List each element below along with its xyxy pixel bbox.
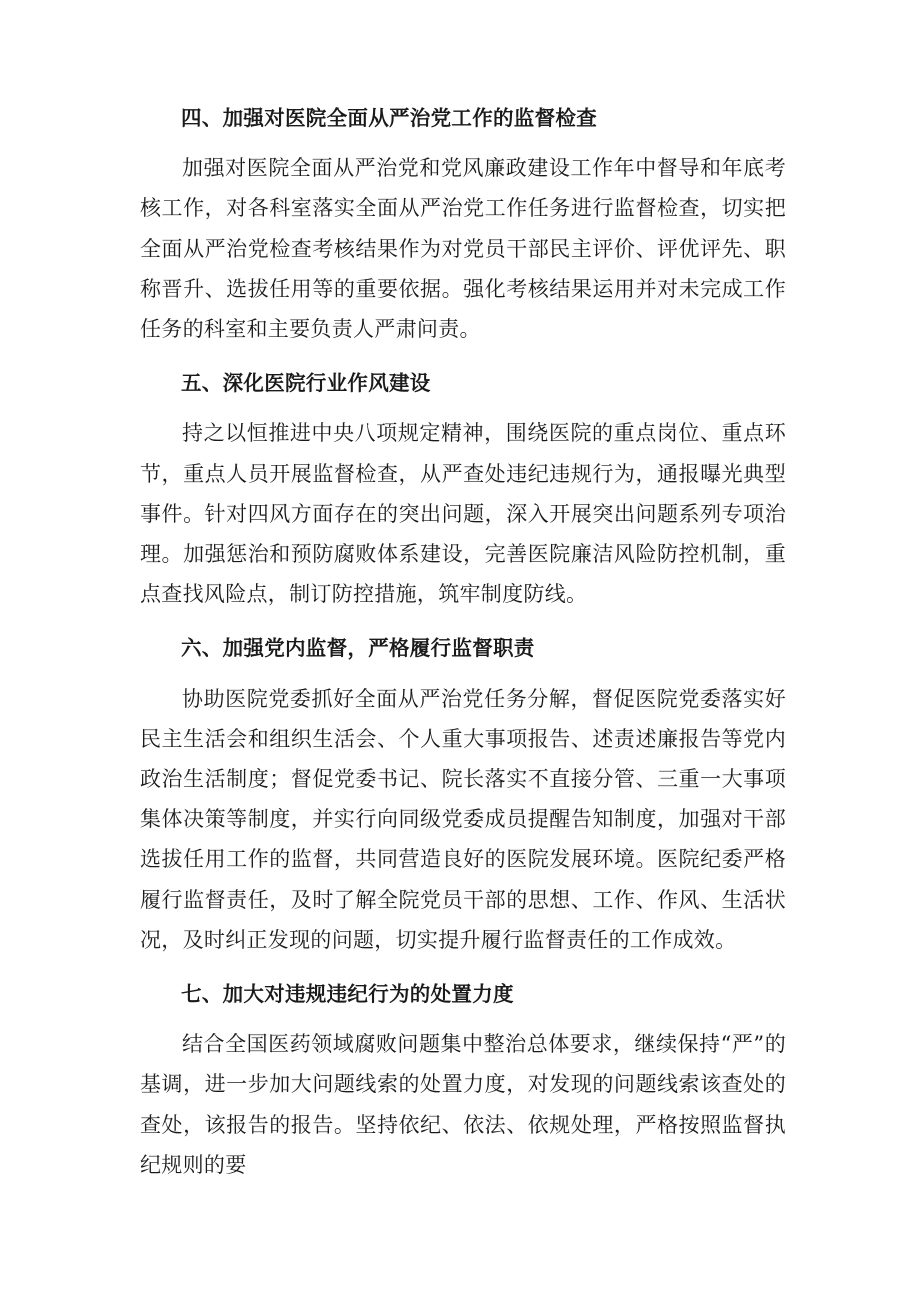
section-paragraph: 结合全国医药领域腐败问题集中整治总体要求，继续保持“严”的基调，进一步加大问题线索的处置力度，对发现的问题线索该查处的查处，该报告的报告。坚持依纪、依法、依规处理，严格按照监督执纪规则的要 — [140, 1032, 786, 1177]
section-paragraph: 协助医院党委抓好全面从严治党任务分解，督促医院党委落实好民主生活会和组织生活会、个人重大事项报告、述责述廉报告等党内政治生活制度；督促党委书记、院长落实不直接分管、三重一大事项集体决策等制度，并实行向同级党委成员提醒告知制度，加强对干部选拔任用工作的监督，共同营造良好的医院发展环境。医院纪委严格履行监督责任，及时了解全院党员干部的思想、工作、作风、生活状况，及时纠正发现的问题，切实提升履行监督责任的工作成效。 — [140, 686, 786, 952]
section-heading: 六、加强党内监督，严格履行监督职责 — [181, 636, 535, 661]
section-heading: 四、加强对医院全面从严治党工作的监督检查 — [181, 106, 597, 130]
section-paragraph: 持之以恒推进中央八项规定精神，围绕医院的重点岗位、重点环节，重点人员开展监督检查，从严查处违纪违规行为，通报曝光典型事件。针对四风方面存在的突出问题，深入开展突出问题系列专项治理。加强惩治和预防腐败体系建设，完善医院廉洁风险防控机制，重点查找风险点，制订防控措施，筑牢制度防线。 — [140, 421, 786, 607]
section-4 — [140, 98, 786, 349]
section-7 — [140, 974, 786, 1185]
document-page — [140, 98, 786, 1199]
section-6 — [140, 628, 786, 960]
section-heading: 五、深化医院行业作风建设 — [181, 371, 431, 396]
section-5 — [140, 363, 786, 614]
section-heading: 七、加大对违规违纪行为的处置力度 — [181, 982, 514, 1007]
section-paragraph: 加强对医院全面从严治党和党风廉政建设工作年中督导和年底考核工作，对各科室落实全面从严治党工作任务进行监督检查，切实把全面从严治党检查考核结果作为对党员干部民主评价、评优评先、职称晋升、选拔任用等的重要依据。强化考核结果运用并对未完成工作任务的科室和主要负责人严肃问责。 — [140, 156, 786, 342]
